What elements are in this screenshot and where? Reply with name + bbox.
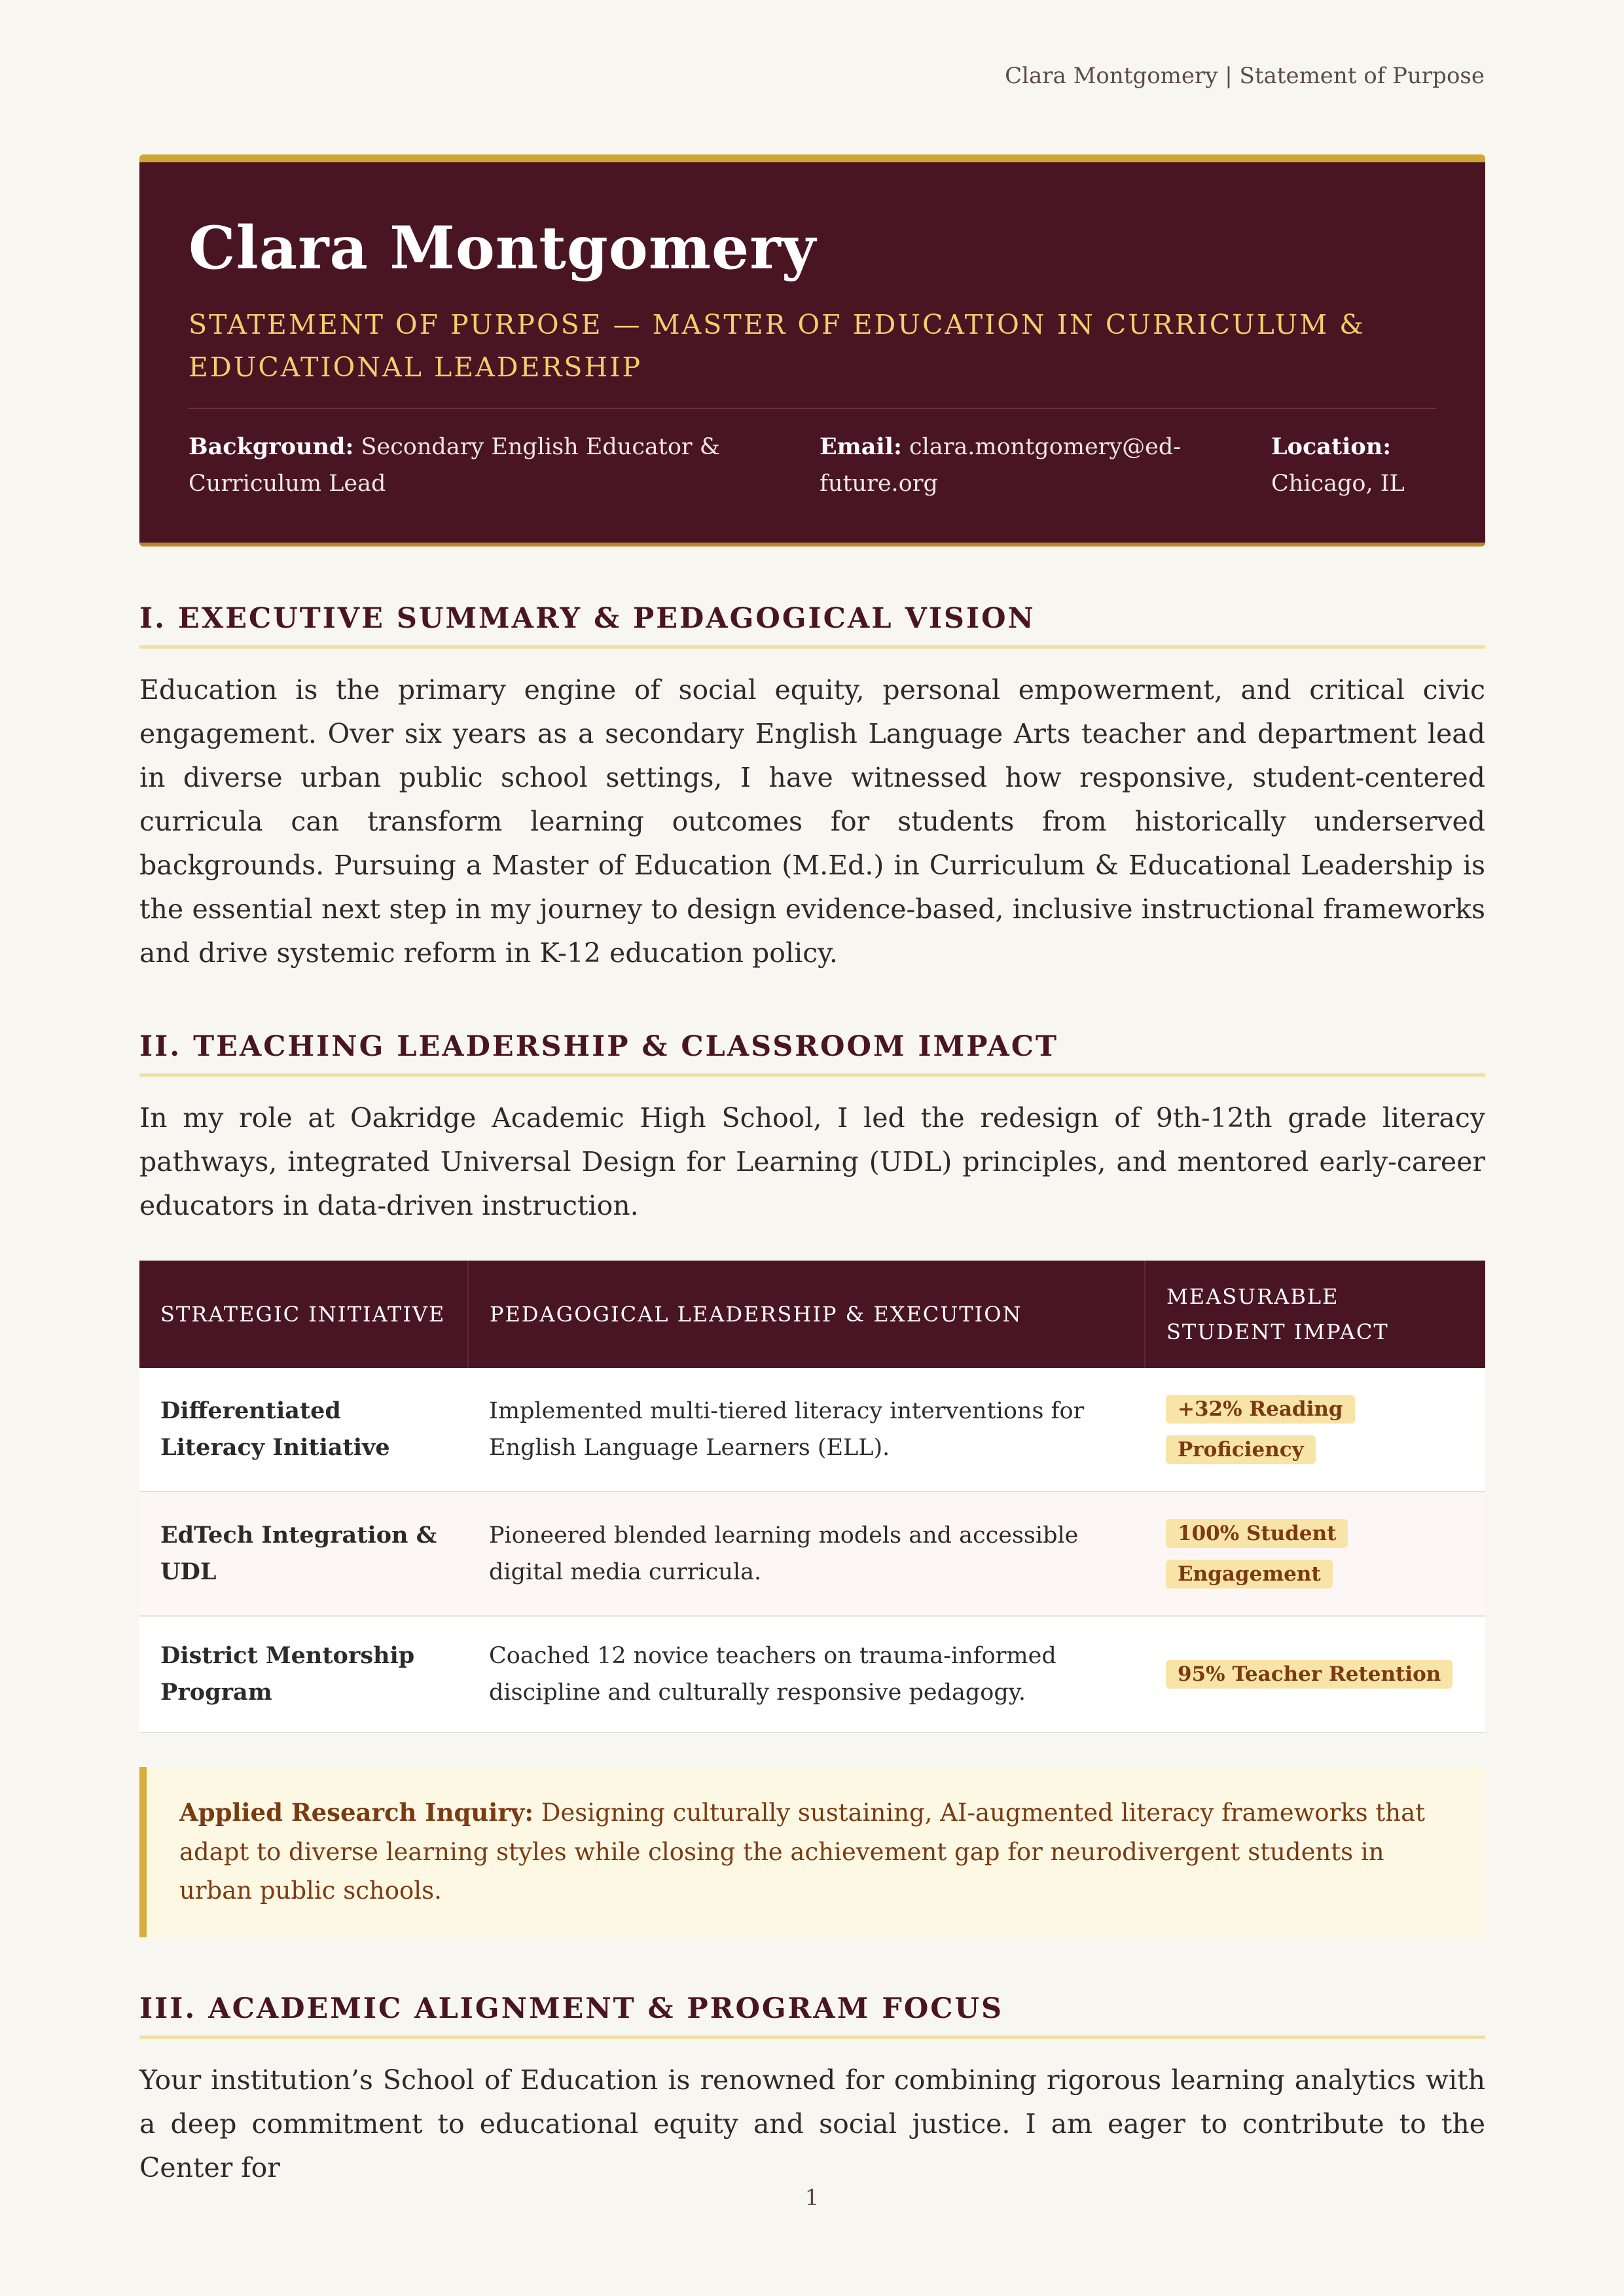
section-body: Your institution’s School of Education is renowned for combining rigorous learning analytics with a deep commitment to educational equity and social justice. I am eager to contribute to the Center for [139, 2064, 1485, 2184]
contact-meta [189, 429, 1436, 502]
section-title: II. TEACHING LEADERSHIP & CLASSROOM IMPACT [139, 1030, 1485, 1077]
section-title: III. ACADEMIC ALIGNMENT & PROGRAM FOCUS [139, 1992, 1485, 2039]
impact-table [139, 1261, 1485, 1734]
column-header: PEDAGOGICAL LEADERSHIP & EXECUTION [468, 1261, 1145, 1369]
initiative-cell: District Mentorship Program [139, 1616, 468, 1732]
meta-email [820, 429, 1271, 502]
research-callout [139, 1767, 1485, 1937]
table-row [139, 1616, 1485, 1732]
callout-label: Applied Research Inquiry: [179, 1798, 533, 1827]
impact-cell [1145, 1492, 1485, 1616]
meta-location-value: Chicago, IL [1271, 470, 1405, 497]
table-row [139, 1368, 1485, 1492]
column-header: MEASURABLE STUDENT IMPACT [1145, 1261, 1485, 1369]
impact-badge: 95% Teacher Retention [1166, 1660, 1453, 1689]
meta-email-label: Email: [820, 433, 902, 460]
meta-background [189, 429, 820, 502]
table-header-row [139, 1261, 1485, 1369]
meta-email-value[interactable]: clara.montgomery@ed-future.org [820, 433, 1182, 497]
banner-divider [189, 408, 1436, 409]
impact-cell [1145, 1616, 1485, 1732]
section-executive-summary [139, 602, 1485, 975]
execution-cell: Pioneered blended learning models and accessible digital media curricula. [468, 1492, 1145, 1616]
table-row [139, 1492, 1485, 1616]
document-subtitle: STATEMENT OF PURPOSE — MASTER OF EDUCATION IN CURRICULUM & EDUCATIONAL LEADERSHIP [189, 308, 1365, 384]
applicant-name: Clara Montgomery [189, 213, 817, 283]
execution-cell: Coached 12 novice teachers on trauma-informed discipline and culturally responsive pedagogy. [468, 1616, 1145, 1732]
impact-badge: +32% Reading Proficiency [1166, 1395, 1355, 1464]
callout-text: Designing culturally sustaining, AI-augmented literacy frameworks that adapt to diverse learning styles while closing the achievement gap for neurodivergent students in urban public schools. [179, 1799, 1426, 1905]
meta-location-label: Location: [1271, 433, 1392, 460]
document-page [139, 154, 1485, 2190]
section-body: Education is the primary engine of social equity, personal empowerment, and critical civic engagement. Over six years as a secondary English Language Arts teacher and department lead in diverse urban public school settings, I have witnessed how responsive, student-centered curricula can transform learning outcomes for students from historically underserved backgrounds. Pursuing a Master of Education (M.Ed.) in Curriculum & Educational Leadership is the essential next step in my journey to design evidence-based, inclusive instructional frameworks and drive systemic reform in K-12 education policy. [139, 673, 1485, 969]
section-teaching-leadership [139, 1030, 1485, 1937]
impact-cell [1145, 1368, 1485, 1492]
meta-background-value: Secondary English Educator & Curriculum Lead [189, 433, 720, 497]
execution-cell: Implemented multi-tiered literacy interventions for English Language Learners (ELL). [468, 1368, 1145, 1492]
section-body: In my role at Oakridge Academic High School, I led the redesign of 9th-12th grade literacy pathways, integrated Universal Design for Learning (UDL) principles, and mentored early-career educators in data-driven instruction. [139, 1102, 1485, 1221]
column-header: STRATEGIC INITIATIVE [139, 1261, 468, 1369]
running-header: Clara Montgomery | Statement of Purpose [1005, 63, 1485, 89]
page-number: 1 [804, 2185, 820, 2211]
header-banner [139, 154, 1485, 547]
meta-location [1271, 429, 1436, 502]
impact-badge: 100% Student Engagement [1166, 1519, 1348, 1588]
section-title: I. EXECUTIVE SUMMARY & PEDAGOGICAL VISION [139, 602, 1485, 649]
section-academic-alignment [139, 1992, 1485, 2190]
meta-background-label: Background: [189, 433, 354, 460]
initiative-cell: EdTech Integration & UDL [139, 1492, 468, 1616]
initiative-cell: Differentiated Literacy Initiative [139, 1368, 468, 1492]
